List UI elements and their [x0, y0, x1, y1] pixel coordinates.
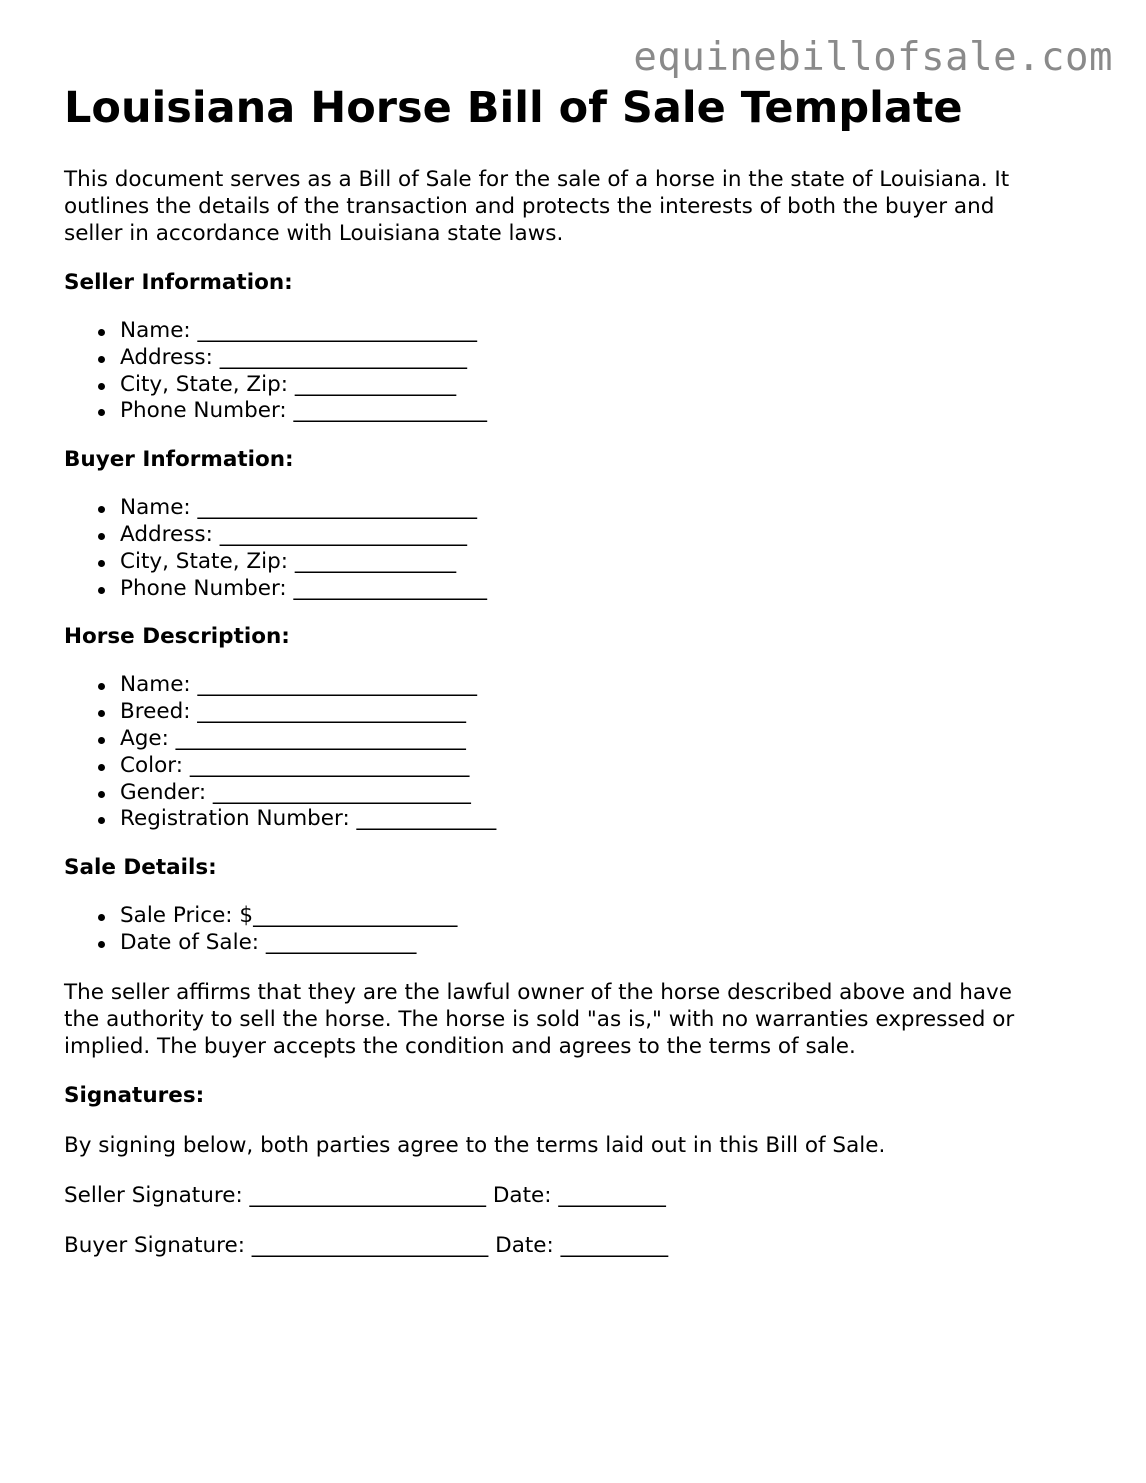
sale-section-heading: Sale Details: [64, 855, 217, 881]
horse-registration-field[interactable]: Registration Number: _____________ [120, 806, 1064, 833]
site-watermark: equinebillofsale.com [633, 35, 1113, 80]
signatures-agreement: By signing below, both parties agree to the terms laid out in this Bill of Sale. [64, 1132, 886, 1158]
horse-breed-field[interactable]: Breed: _________________________ [120, 699, 1064, 726]
horse-name-field[interactable]: Name: __________________________ [120, 672, 1064, 699]
affirmation-line: implied. The buyer accepts the condition and agrees to the terms of sale. [64, 1033, 856, 1059]
signatures-section-heading: Signatures: [64, 1082, 205, 1108]
document-page [64, 80, 1064, 1259]
horse-gender-field[interactable]: Gender: ________________________ [120, 780, 1064, 807]
horse-section-heading: Horse Description: [64, 624, 290, 650]
seller-city-state-zip-field[interactable]: City, State, Zip: _______________ [120, 372, 1064, 399]
horse-fields-list [64, 672, 1064, 833]
buyer-address-field[interactable]: Address: _______________________ [120, 522, 1064, 549]
affirmation-paragraph [64, 979, 1064, 1060]
seller-name-field[interactable]: Name: __________________________ [120, 318, 1064, 345]
buyer-name-field[interactable]: Name: __________________________ [120, 495, 1064, 522]
seller-signature-line[interactable]: Seller Signature: ______________________ Date: __________ [64, 1182, 666, 1208]
sale-date-field[interactable]: Date of Sale: ______________ [120, 930, 1064, 957]
horse-color-field[interactable]: Color: __________________________ [120, 753, 1064, 780]
intro-paragraph [64, 166, 1064, 247]
seller-address-field[interactable]: Address: _______________________ [120, 345, 1064, 372]
intro-line: This document serves as a Bill of Sale for the sale of a horse in the state of Louisiana. It [64, 167, 1010, 192]
sale-price-field[interactable]: Sale Price: $___________________ [120, 903, 1064, 930]
buyer-fields-list [64, 495, 1064, 602]
affirmation-line: The seller affirms that they are the lawful owner of the horse described above and have [64, 979, 1012, 1005]
horse-age-field[interactable]: Age: ___________________________ [120, 726, 1064, 753]
buyer-phone-field[interactable]: Phone Number: __________________ [120, 576, 1064, 603]
seller-section-heading: Seller Information: [64, 270, 293, 295]
page-title: Louisiana Horse Bill of Sale Template [64, 83, 963, 133]
buyer-city-state-zip-field[interactable]: City, State, Zip: _______________ [120, 549, 1064, 576]
intro-line: seller in accordance with Louisiana state laws. [64, 221, 564, 246]
seller-phone-field[interactable]: Phone Number: __________________ [120, 398, 1064, 425]
buyer-section-heading: Buyer Information: [64, 447, 294, 473]
affirmation-line: the authority to sell the horse. The horse is sold "as is," with no warranties expressed or [64, 1006, 1015, 1032]
seller-fields-list [64, 318, 1064, 425]
intro-line: outlines the details of the transaction and protects the interests of both the buyer and [64, 194, 995, 219]
buyer-signature-line[interactable]: Buyer Signature: ______________________ Date: __________ [64, 1232, 669, 1258]
sale-fields-list [64, 903, 1064, 957]
